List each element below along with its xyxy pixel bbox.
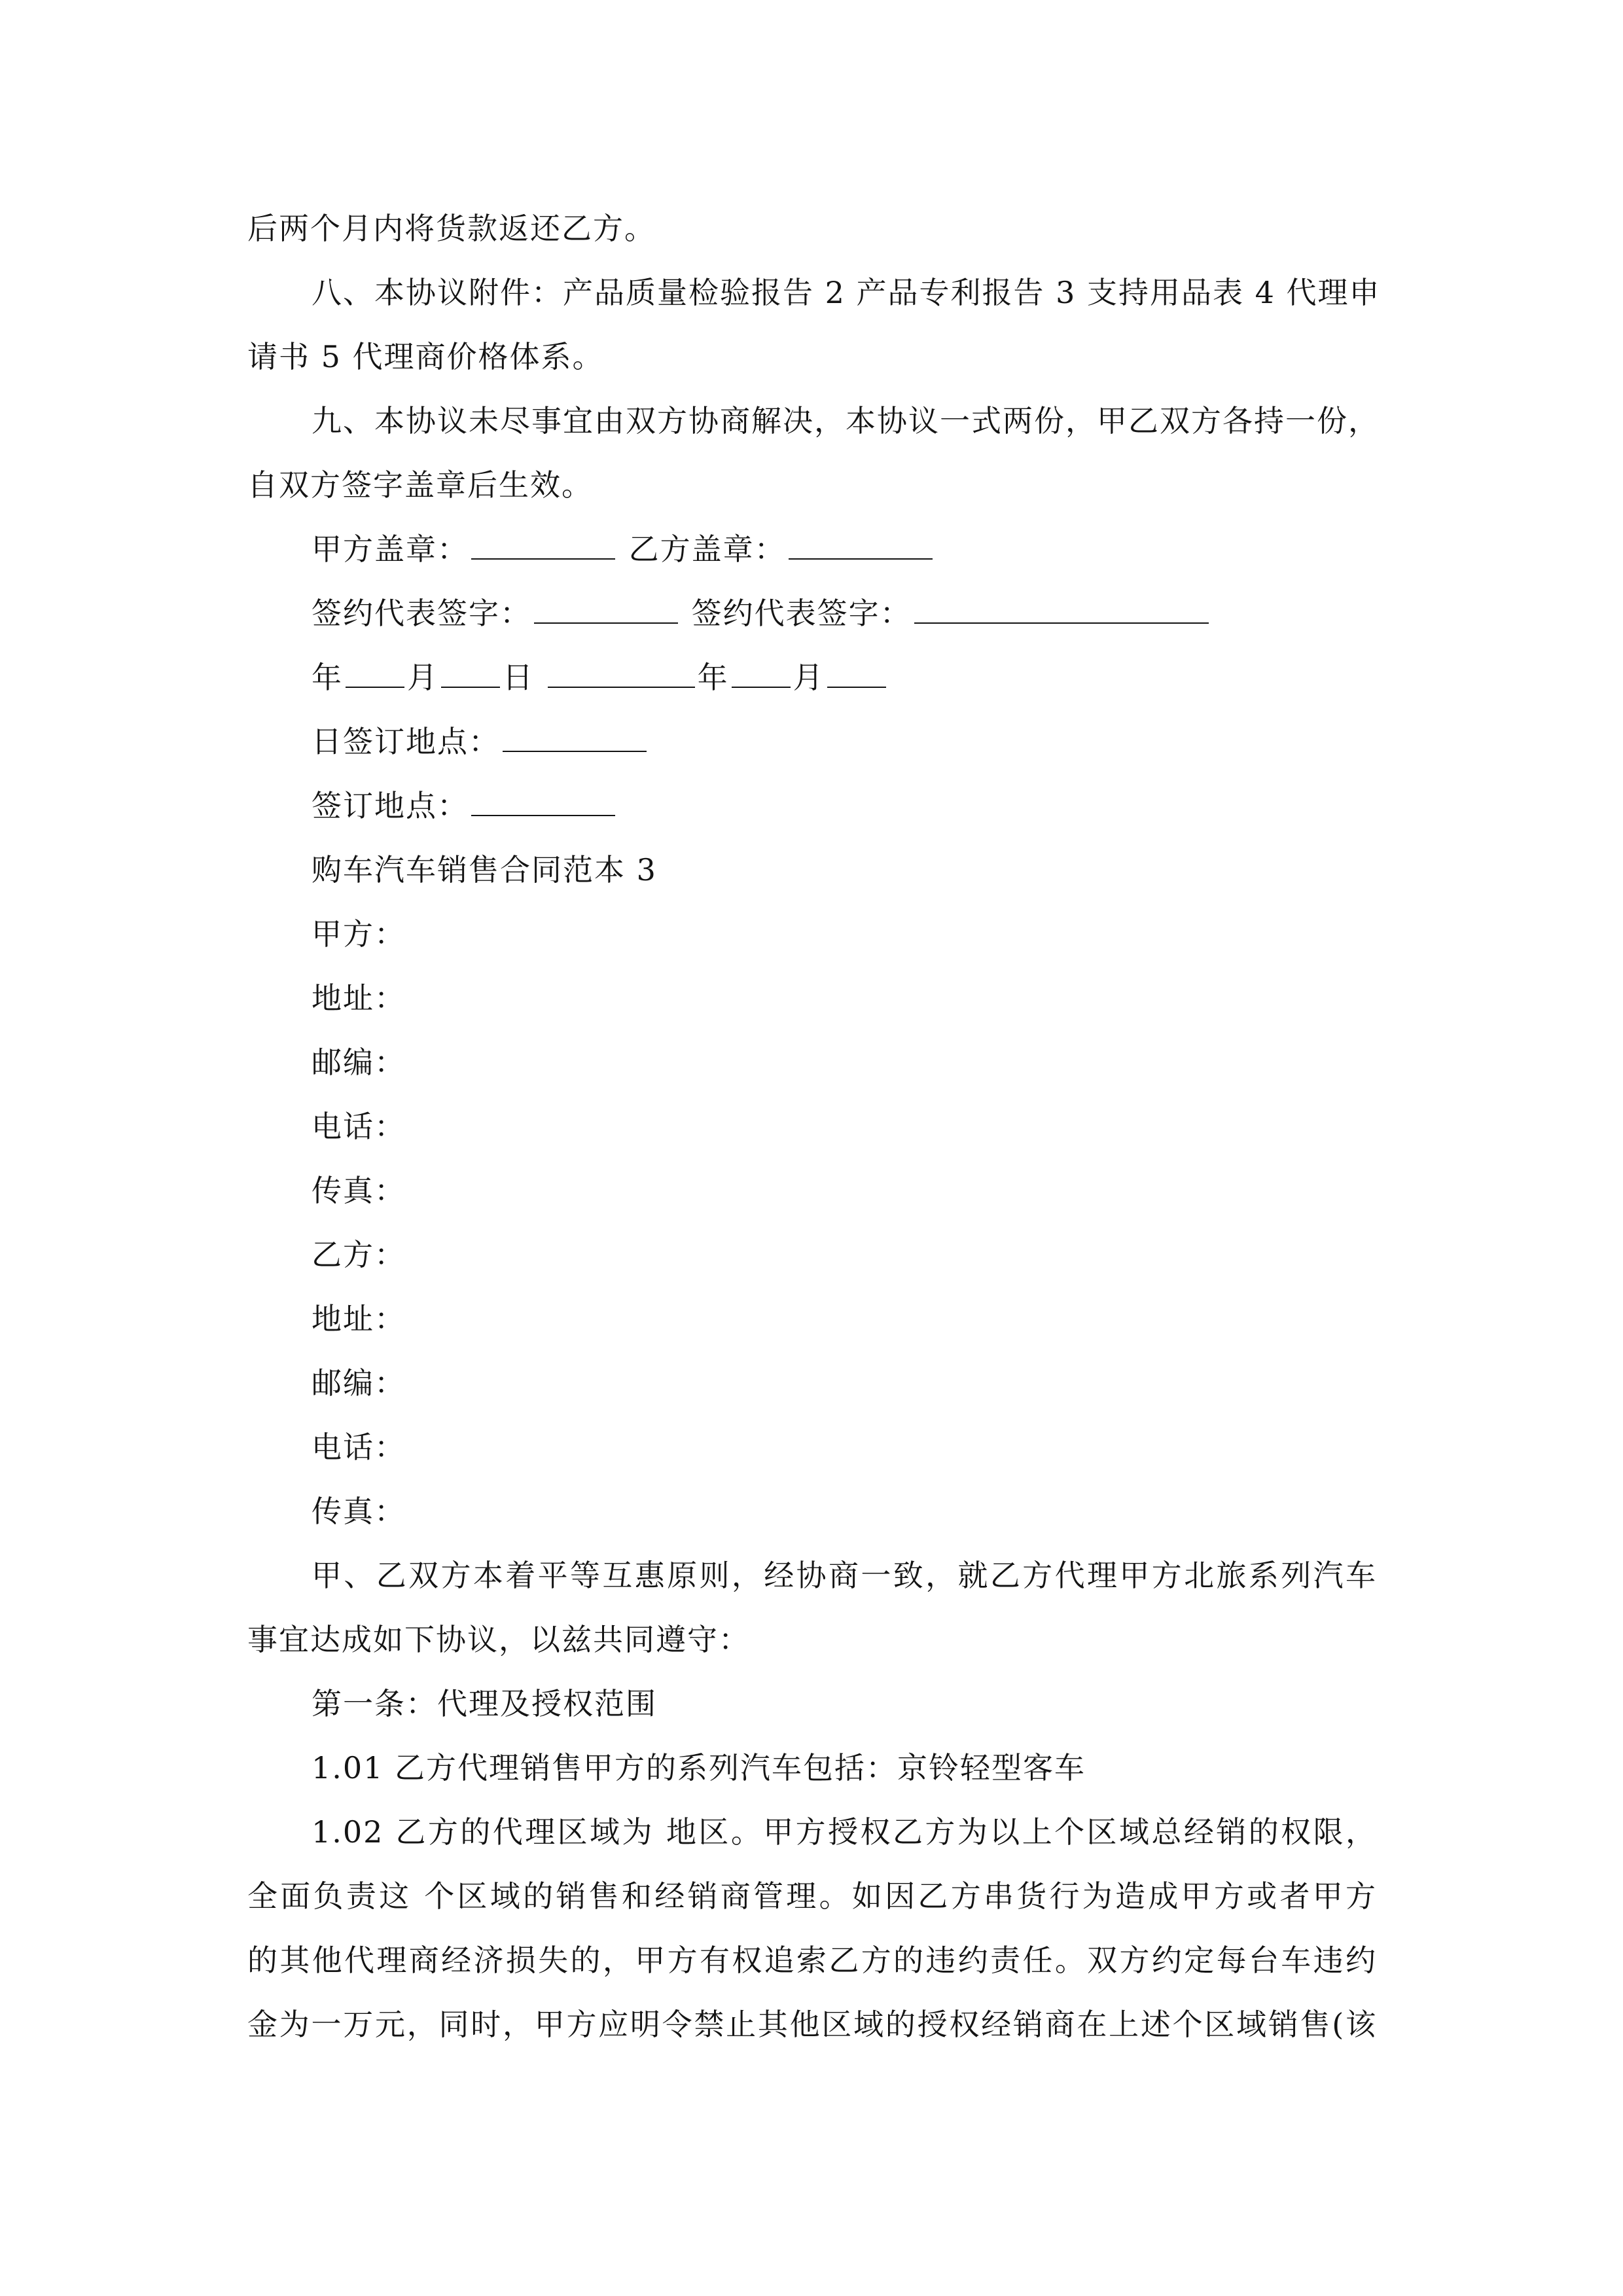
party-a-label: 甲方： [312, 916, 406, 952]
party-a-fax: 传真： [312, 1173, 406, 1208]
month2-label: 月 [793, 660, 825, 695]
text-line: 自双方签字盖章后生效。 [247, 467, 593, 503]
place-blank-2 [471, 789, 615, 816]
sample-title: 购车汽车销售合同范本 3 [312, 852, 657, 888]
party-a-zip: 邮编： [312, 1045, 406, 1080]
text-line: 请书 5 代理商价格体系。 [247, 339, 604, 374]
month-blank [346, 660, 404, 688]
party-a-address: 地址： [312, 980, 406, 1016]
place-blank-1 [503, 725, 647, 752]
clause-1-01: 1.01 乙方代理销售甲方的系列汽车包括：京铃轻型客车 [312, 1750, 1086, 1785]
text-line: 的其他代理商经济损失的，甲方有权追索乙方的违约责任。双方约定每台车违约 [247, 1943, 1377, 1978]
party-b-address: 地址： [312, 1301, 406, 1336]
party-b-rep-blank [914, 596, 1209, 624]
date-row [247, 645, 1377, 709]
month-label: 月 [407, 660, 438, 695]
party-a-rep-blank [534, 596, 678, 624]
place-label-2: 签订地点： [312, 788, 469, 823]
text-line: 九、本协议未尽事宜由双方协商解决，本协议一式两份，甲乙双方各持一份， [312, 403, 1380, 439]
text-line: 后两个月内将货款返还乙方。 [247, 211, 656, 246]
day-label: 日 [503, 660, 534, 695]
text-line: 事宜达成如下协议，以兹共同遵守： [247, 1622, 750, 1657]
year-label: 年 [312, 660, 343, 695]
party-b-label: 乙方： [312, 1237, 406, 1272]
document-page [247, 196, 1381, 2056]
party-b-seal-blank [789, 532, 933, 560]
day-blank [441, 660, 500, 688]
article-heading: 第一条：代理及授权范围 [312, 1686, 657, 1721]
text-line: 八、本协议附件：产品质量检验报告 2 产品专利报告 3 支持用品表 4 代理申 [312, 275, 1381, 310]
place-label-1: 日签订地点： [312, 724, 500, 759]
text-line: 甲、乙双方本着平等互惠原则，经协商一致，就乙方代理甲方北旅系列汽车 [312, 1558, 1377, 1593]
representative-row [247, 581, 1377, 645]
party-a-rep-label: 签约代表签字： [312, 596, 531, 631]
day2-blank [827, 660, 886, 688]
party-b-rep-label: 签约代表签字： [691, 596, 912, 631]
party-b-phone: 电话： [312, 1429, 406, 1465]
party-a-seal-label: 甲方盖章： [312, 531, 469, 567]
year2-blank [548, 660, 695, 688]
month2-blank [732, 660, 791, 688]
party-b-zip: 邮编： [312, 1365, 406, 1401]
party-b-seal-label: 乙方盖章： [628, 531, 786, 567]
clause-1-02: 1.02 乙方的代理区域为 地区。甲方授权乙方为以上个区域总经销的权限， [312, 1814, 1377, 1850]
text-line: 金为一万元，同时，甲方应明令禁止其他区域的授权经销商在上述个区域销售(该 [247, 2007, 1377, 2042]
seal-row [247, 517, 1377, 581]
party-a-phone: 电话： [312, 1109, 406, 1144]
place-row-2 [247, 774, 1377, 838]
year2-label: 年 [697, 660, 729, 695]
party-b-fax: 传真： [312, 1494, 406, 1529]
party-a-seal-blank [471, 532, 615, 560]
text-line: 全面负责这 个区域的销售和经销商管理。如因乙方串货行为造成甲方或者甲方 [247, 1878, 1377, 1914]
place-row-1 [247, 709, 1377, 774]
